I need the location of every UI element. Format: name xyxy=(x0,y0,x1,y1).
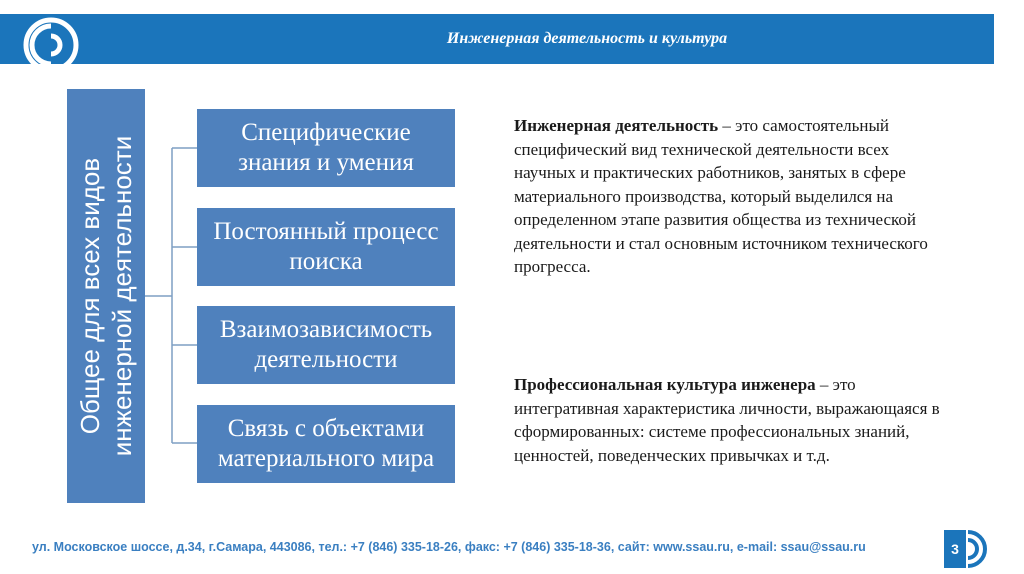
diagram-root-label: Общее для всех видов инженерной деятельности xyxy=(75,135,137,457)
diagram-node: Специфические знания и умения xyxy=(197,109,455,187)
footer-logo-icon xyxy=(966,528,996,570)
definition-professional-culture xyxy=(514,373,944,467)
definition-term: Инженерная деятельность xyxy=(514,116,719,135)
definition-term: Профессиональная культура инженера xyxy=(514,375,816,394)
diagram-node: Связь с объектами материального мира xyxy=(197,405,455,483)
diagram-connector xyxy=(145,89,200,503)
definition-text: – это интегративная характеристика личности, выражающаяся в сформированных: системе профессиональных знаний, ценностей, поведенческих привычках и т.д. xyxy=(514,375,940,465)
diagram-node: Взаимозависимость деятельности xyxy=(197,306,455,384)
diagram-root-box xyxy=(67,89,145,503)
footer-contacts: ул. Московское шоссе, д.34, г.Самара, 443086, тел.: +7 (846) 335-18-26, факс: +7 (846) 335-18-36, сайт: www.ssau.ru, e-mail: ssau@ssau.ru xyxy=(32,540,866,554)
page-number: 3 xyxy=(944,530,966,568)
diagram-node: Постоянный процесс поиска xyxy=(197,208,455,286)
university-logo-icon xyxy=(22,16,80,74)
page-title: Инженерная деятельность и культура xyxy=(446,30,728,47)
definition-text: – это самостоятельный специфический вид технической деятельности всех научных и практических работников, занятых в сфере материального производства, который выделился на определенном этапе развития общества из технической деятельности и стал основным источником технического прогресса. xyxy=(514,116,928,276)
header-bar xyxy=(0,14,994,64)
definition-engineering-activity xyxy=(514,114,944,279)
